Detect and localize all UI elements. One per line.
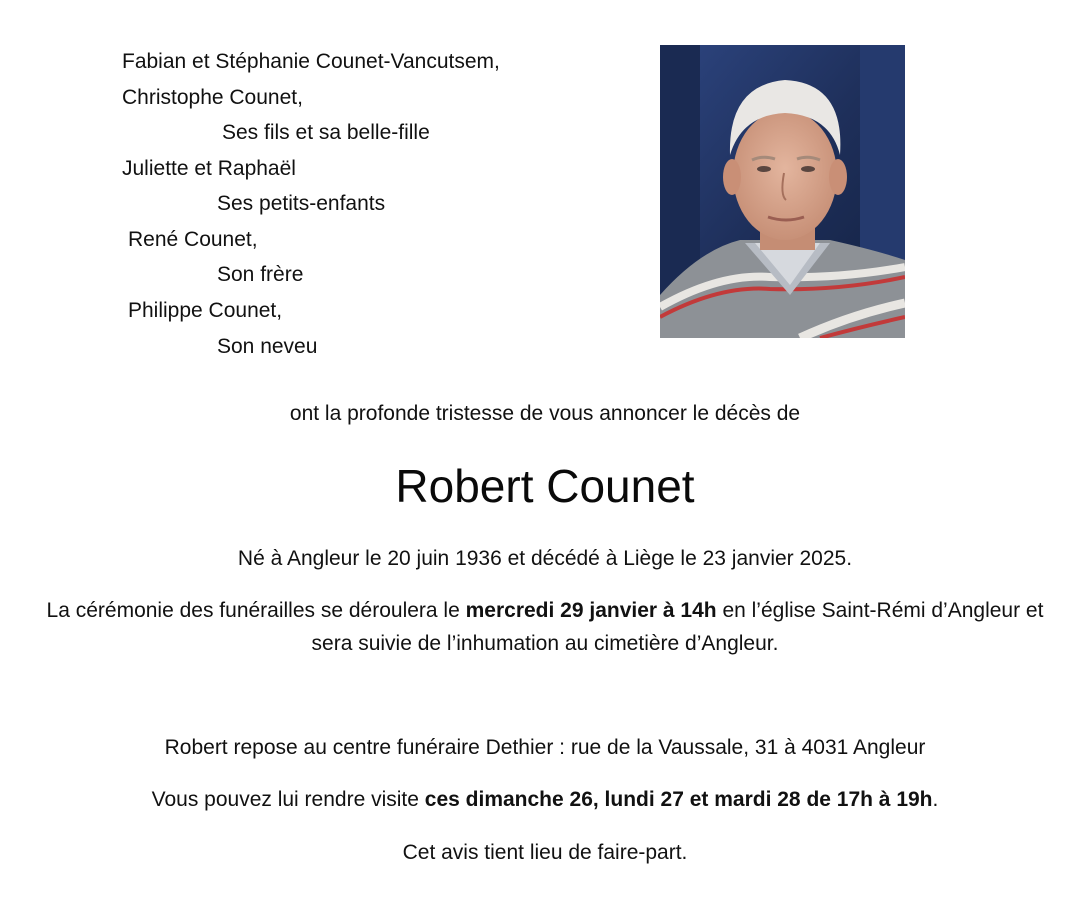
closing-note: Cet avis tient lieu de faire-part.	[402, 841, 688, 864]
visit-text-after: .	[932, 788, 939, 811]
rest-location: Robert repose au centre funéraire Dethier : rue de la Vaussale, 31 à 4031 Angleur	[164, 736, 926, 759]
family-line: Philippe Counet,	[128, 299, 283, 322]
ceremony-details	[40, 594, 1050, 660]
birth-death-dates: Né à Angleur le 20 juin 1936 et décédé à Liège le 23 janvier 2025.	[237, 547, 853, 570]
announcement-text: ont la profonde tristesse de vous annoncer le décès de	[289, 402, 801, 425]
family-line: Christophe Counet,	[122, 86, 303, 109]
family-relation: Son neveu	[217, 335, 318, 358]
visit-details	[0, 788, 1090, 812]
deceased-name: Robert Counet	[395, 460, 695, 512]
visit-text-before: Vous pouvez lui rendre visite	[151, 788, 425, 811]
family-line: René Counet,	[128, 228, 258, 251]
ceremony-date-time: mercredi 29 janvier à 14h	[465, 599, 717, 622]
ceremony-text-after: en l’église Saint-Rémi d’Angleur et sera suivie de l’inhumation au cimetière d’Angleur.	[311, 599, 1044, 655]
visit-schedule: ces dimanche 26, lundi 27 et mardi 28 de 17h à 19h	[424, 788, 933, 811]
family-relation: Ses petits-enfants	[217, 192, 386, 215]
family-line: Juliette et Raphaël	[122, 157, 296, 180]
family-line: Fabian et Stéphanie Counet-Vancutsem,	[122, 50, 500, 73]
portrait-photo-icon	[660, 45, 905, 338]
family-relation: Son frère	[217, 263, 304, 286]
family-relation: Ses fils et sa belle-fille	[222, 121, 430, 144]
portrait-photo	[660, 45, 905, 338]
ceremony-text-before: La cérémonie des funérailles se déroulera le	[46, 599, 466, 622]
